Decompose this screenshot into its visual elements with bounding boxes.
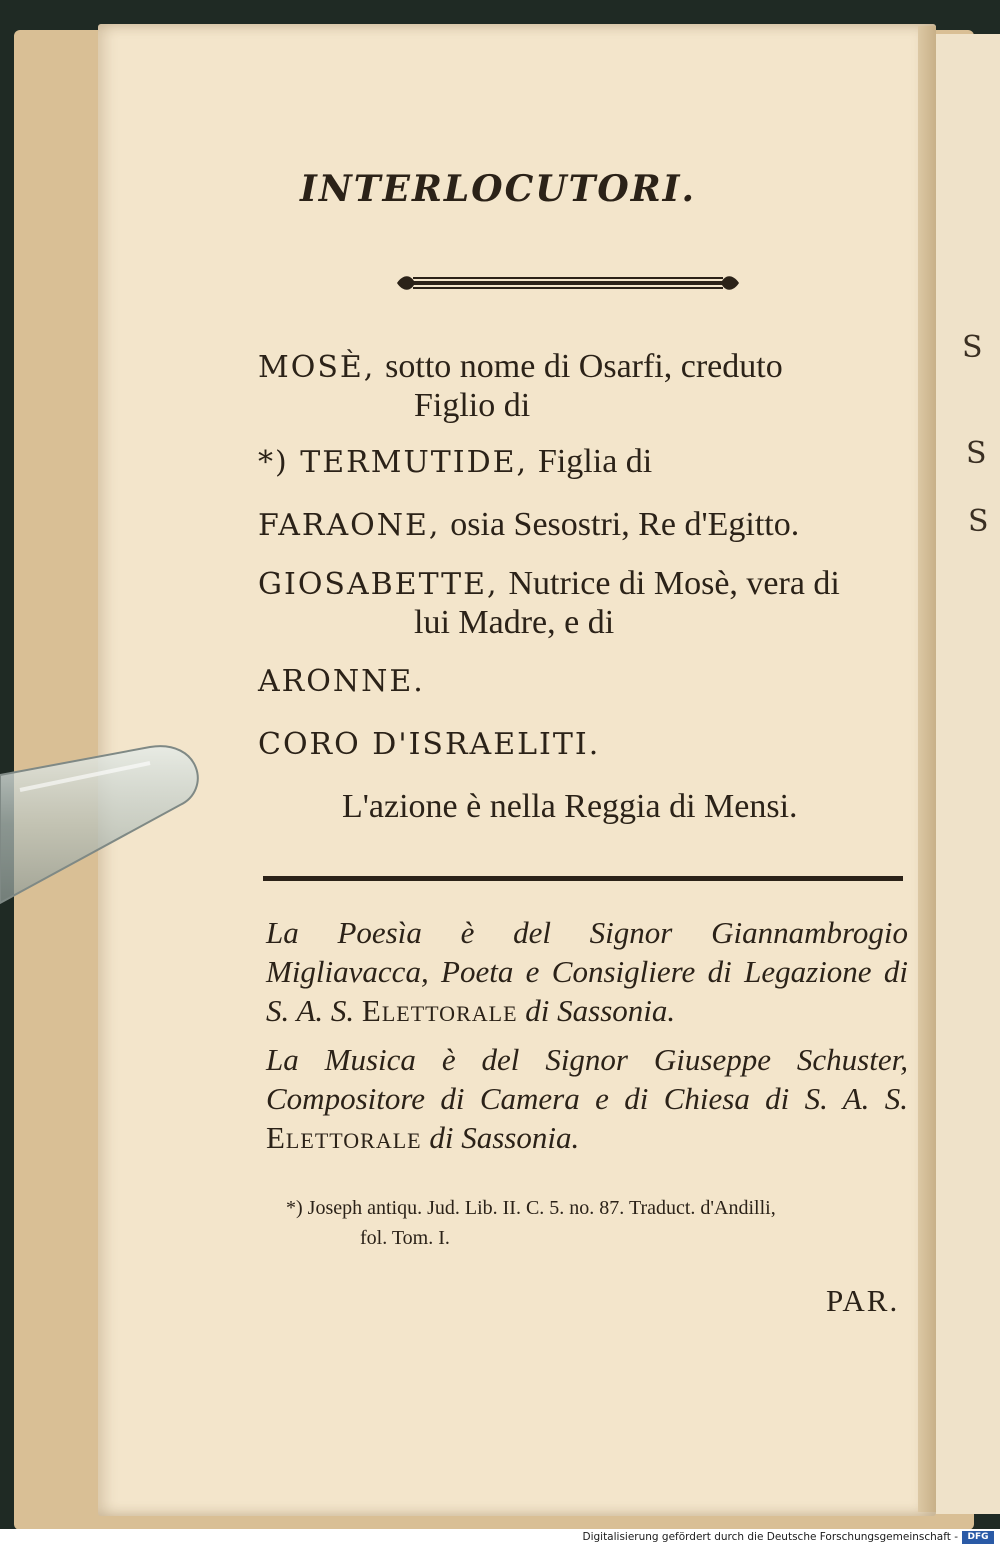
funding-notice: Digitalisierung gefördert durch die Deutsche Forschungsgemeinschaft - bbox=[582, 1531, 958, 1543]
book-page bbox=[98, 24, 936, 1516]
footnote-line: *) Joseph antiqu. Jud. Lib. II. C. 5. no. 87. Traduct. d'Andilli, bbox=[286, 1197, 776, 1219]
facing-page-letter: S bbox=[962, 330, 983, 365]
cast-description-continued: lui Madre, e di bbox=[414, 604, 615, 641]
facing-page-edge bbox=[930, 34, 1000, 1514]
divider-rule bbox=[263, 876, 903, 881]
cast-entry bbox=[258, 506, 918, 545]
cast-name: FARAONE, bbox=[258, 508, 441, 543]
cast-entry bbox=[258, 662, 918, 701]
cast-name: CORO D'ISRAELITI. bbox=[258, 727, 601, 762]
cast-entry bbox=[258, 565, 918, 642]
credit-smallcaps: Elettorale bbox=[266, 1120, 422, 1155]
cast-entry bbox=[258, 348, 918, 425]
credit-text-end: di Sassonia. bbox=[525, 993, 676, 1028]
cast-description: Figlia di bbox=[537, 443, 653, 480]
credit-music bbox=[266, 1040, 908, 1157]
footnote-line-continued: fol. Tom. I. bbox=[360, 1227, 450, 1249]
cast-description: Nutrice di Mosè, vera di bbox=[508, 565, 840, 602]
cast-name: GIOSABETTE, bbox=[258, 567, 499, 602]
cast-name: *) TERMUTIDE, bbox=[258, 445, 529, 480]
page-holder-clip bbox=[0, 735, 220, 915]
ornament-rule bbox=[393, 266, 743, 300]
cast-description-continued: Figlio di bbox=[414, 387, 531, 424]
page-heading: INTERLOCUTORI. bbox=[300, 168, 697, 210]
credit-text: La Poesìa è del Signor Giannambrogio Migliavacca, Poeta e Consigliere di Legazione di S. A. S. bbox=[266, 915, 908, 1028]
credit-poetry bbox=[266, 913, 908, 1030]
catchword: PAR. bbox=[826, 1283, 900, 1318]
cast-entry bbox=[258, 725, 918, 764]
setting-line: L'azione è nella Reggia di Mensi. bbox=[342, 788, 798, 825]
dfg-logo: DFG bbox=[962, 1531, 994, 1544]
page-gutter bbox=[918, 26, 936, 1512]
cast-entry bbox=[258, 443, 918, 482]
footnote bbox=[286, 1193, 926, 1253]
facing-page-letter: S bbox=[966, 436, 987, 471]
credit-text: La Musica è del Signor Giuseppe Schuster, Compositore di Camera e di Chiesa di S. A. S. bbox=[266, 1042, 908, 1116]
credit-smallcaps: Elettorale bbox=[361, 993, 518, 1028]
cast-description: sotto nome di Osarfi, creduto bbox=[385, 348, 783, 385]
facing-page-letter: S bbox=[968, 504, 989, 539]
cast-name: ARONNE. bbox=[258, 664, 425, 699]
credit-text-end: di Sassonia. bbox=[429, 1120, 580, 1155]
cast-name: MOSÈ, bbox=[258, 350, 376, 385]
cast-list bbox=[258, 348, 918, 764]
cast-description: osia Sesostri, Re d'Egitto. bbox=[450, 506, 800, 543]
